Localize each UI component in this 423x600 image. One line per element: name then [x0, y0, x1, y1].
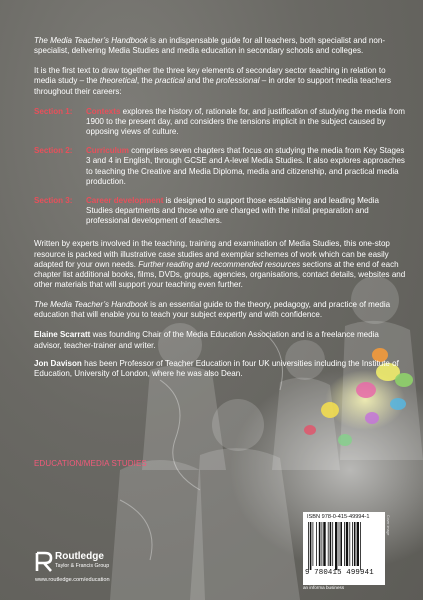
author-2-name: Jon Davison	[34, 358, 82, 368]
barcode	[303, 512, 385, 585]
intro-paragraph: The Media Teacher’s Handbook is an indispensable guide for all teachers, both specialist and non-specialist, delivering Media Studies and media education in secondary schools and colleges.	[34, 36, 386, 56]
barcode-bar	[330, 522, 332, 566]
barcode-bar	[352, 522, 353, 566]
author-1-name: Elaine Scarratt	[34, 330, 91, 340]
section-1	[34, 107, 406, 137]
barcode-bar	[346, 522, 348, 566]
barcode-bar	[360, 522, 361, 570]
barcode-bar	[335, 522, 337, 570]
publisher-name: Routledge	[55, 551, 104, 562]
barcode-bar	[340, 522, 342, 566]
barcode-bar	[357, 522, 359, 566]
barcode-bar	[332, 522, 333, 566]
subject-category: EDUCATION/MEDIA STUDIES	[34, 459, 147, 468]
section-3	[34, 196, 406, 226]
barcode-bar	[313, 522, 314, 566]
barcode-bar	[339, 522, 340, 566]
barcode-bar	[322, 522, 323, 566]
ean-digits: 9 780415 499941	[305, 569, 374, 577]
barcode-bar	[310, 522, 312, 570]
barcode-bar	[323, 522, 325, 566]
closing-paragraph: The Media Teacher’s Handbook is an essential guide to the theory, pedagogy, and practice of media education that will enable you to teach your subject expertly and with confidence.	[34, 300, 391, 320]
barcode-bar	[319, 522, 321, 566]
publisher-url[interactable]: www.routledge.com/education	[35, 577, 110, 583]
barcode-bar	[328, 522, 329, 566]
barcode-bar	[349, 522, 350, 566]
publisher-block	[35, 551, 185, 581]
blurb	[34, 36, 406, 387]
author-2: Jon Davison has been Professor of Teacher Education in four UK universities including the Institute of Education, University of London, where he was also Dean.	[34, 358, 399, 378]
routledge-logo-icon	[35, 551, 53, 573]
section-3-label: Section 3:	[34, 195, 73, 205]
barcode-bar	[316, 522, 317, 566]
section-2-body: Curriculum comprises seven chapters that focus on studying the media from Key Stages 3 and 4 in English, through GCSE and A-level Media Studies. It also explores approaches to teaching the Creative and Media Diploma, media and citizenship, and practical media production.	[86, 146, 405, 186]
author-1: Elaine Scarratt was founding Chair of the Media Education Association and is a freelance media advisor, teacher-trainer and writer.	[34, 330, 379, 350]
barcode-bars	[307, 522, 381, 570]
informa-business: an informa business	[303, 585, 345, 590]
barcode-bar	[308, 522, 309, 570]
section-1-label: Section 1:	[34, 106, 73, 116]
cover-image-credit: Cover image	[386, 515, 390, 536]
written-paragraph: Written by experts involved in the teaching, training and examination of Media Studies, this one-stop resource is packed with illustrative case studies and exemplar schemes of work which can be easily adapted for your own needs. Further reading and recommended resources sections at the end of each chapter list additional books, films, DVDs, groups, agencies, organisations, contact details, websites and other materials that will support your teaching even further.	[34, 239, 406, 289]
publisher-group: Taylor & Francis Group	[55, 563, 110, 569]
first-text-paragraph: It is the first text to draw together the three key elements of secondary sector teaching in relation to media study – the theoretical, the practical and the professional – in order to support media teachers throughout their careers:	[34, 66, 392, 96]
section-2-label: Section 2:	[34, 146, 73, 156]
section-3-body: Career development is designed to support those establishing and leading Media Studies departments and those who are charged with the initial preparation and professional development of teachers.	[86, 195, 379, 226]
book-title: The Media Teacher’s Handbook	[34, 36, 148, 45]
barcode-bar	[344, 522, 345, 566]
barcode-bar	[354, 522, 356, 566]
isbn-text: ISBN 978-0-415-49994-1	[307, 514, 370, 520]
section-2	[34, 146, 406, 187]
section-1-body: Contexts explores the history of, rationale for, and justification of studying the media from 1900 to the present day, and considers the tensions implicit in the subject caused by opposing views of culture.	[86, 106, 405, 137]
